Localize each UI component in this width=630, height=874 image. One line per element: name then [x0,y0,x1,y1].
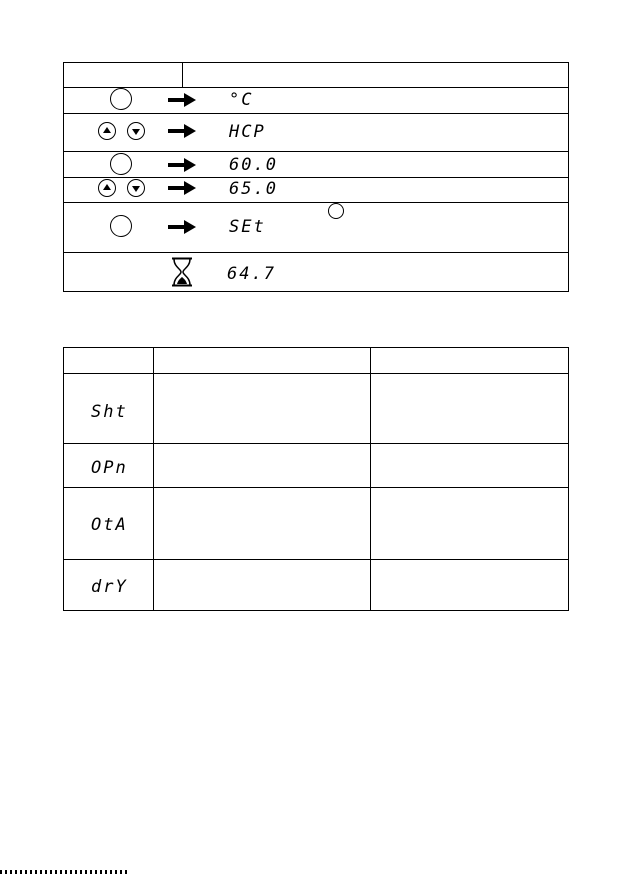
display-readout: HCP [229,122,266,142]
column-divider [370,348,371,610]
error-code: OtA [91,515,128,535]
set-button [110,153,132,175]
row-divider [64,559,568,560]
triangle-up-icon [103,184,111,190]
display-readout: SEt [229,217,266,237]
set-button [110,88,132,110]
row-divider [64,202,568,203]
row-divider [64,443,568,444]
header-divider [182,63,183,87]
row-divider [64,373,568,374]
error-code: Sht [91,402,128,422]
hourglass-icon [170,257,194,287]
error-code-table [63,347,569,611]
error-code: OPn [91,458,128,478]
display-readout: 64.7 [227,264,276,284]
down-button [127,122,145,140]
display-readout: 65.0 [229,179,278,199]
arrow-right-icon [168,181,196,195]
display-readout: °C [229,90,254,110]
display-readout: 60.0 [229,155,278,175]
triangle-up-icon [103,127,111,133]
row-divider [64,177,568,178]
row-divider [64,487,568,488]
row-divider [64,151,568,152]
triangle-down-icon [132,186,140,192]
row-divider [64,252,568,253]
bottom-edge-artifact [0,870,130,874]
procedure-table [63,62,569,292]
column-divider [153,348,154,610]
down-button [127,179,145,197]
arrow-right-icon [168,93,196,107]
error-code: drY [91,577,128,597]
arrow-right-icon [168,124,196,138]
set-button [110,215,132,237]
arrow-right-icon [168,158,196,172]
up-button [98,179,116,197]
row-divider [64,87,568,88]
set-button-inline-icon [328,203,344,219]
triangle-down-icon [132,129,140,135]
arrow-right-icon [168,220,196,234]
row-divider [64,113,568,114]
up-button [98,122,116,140]
